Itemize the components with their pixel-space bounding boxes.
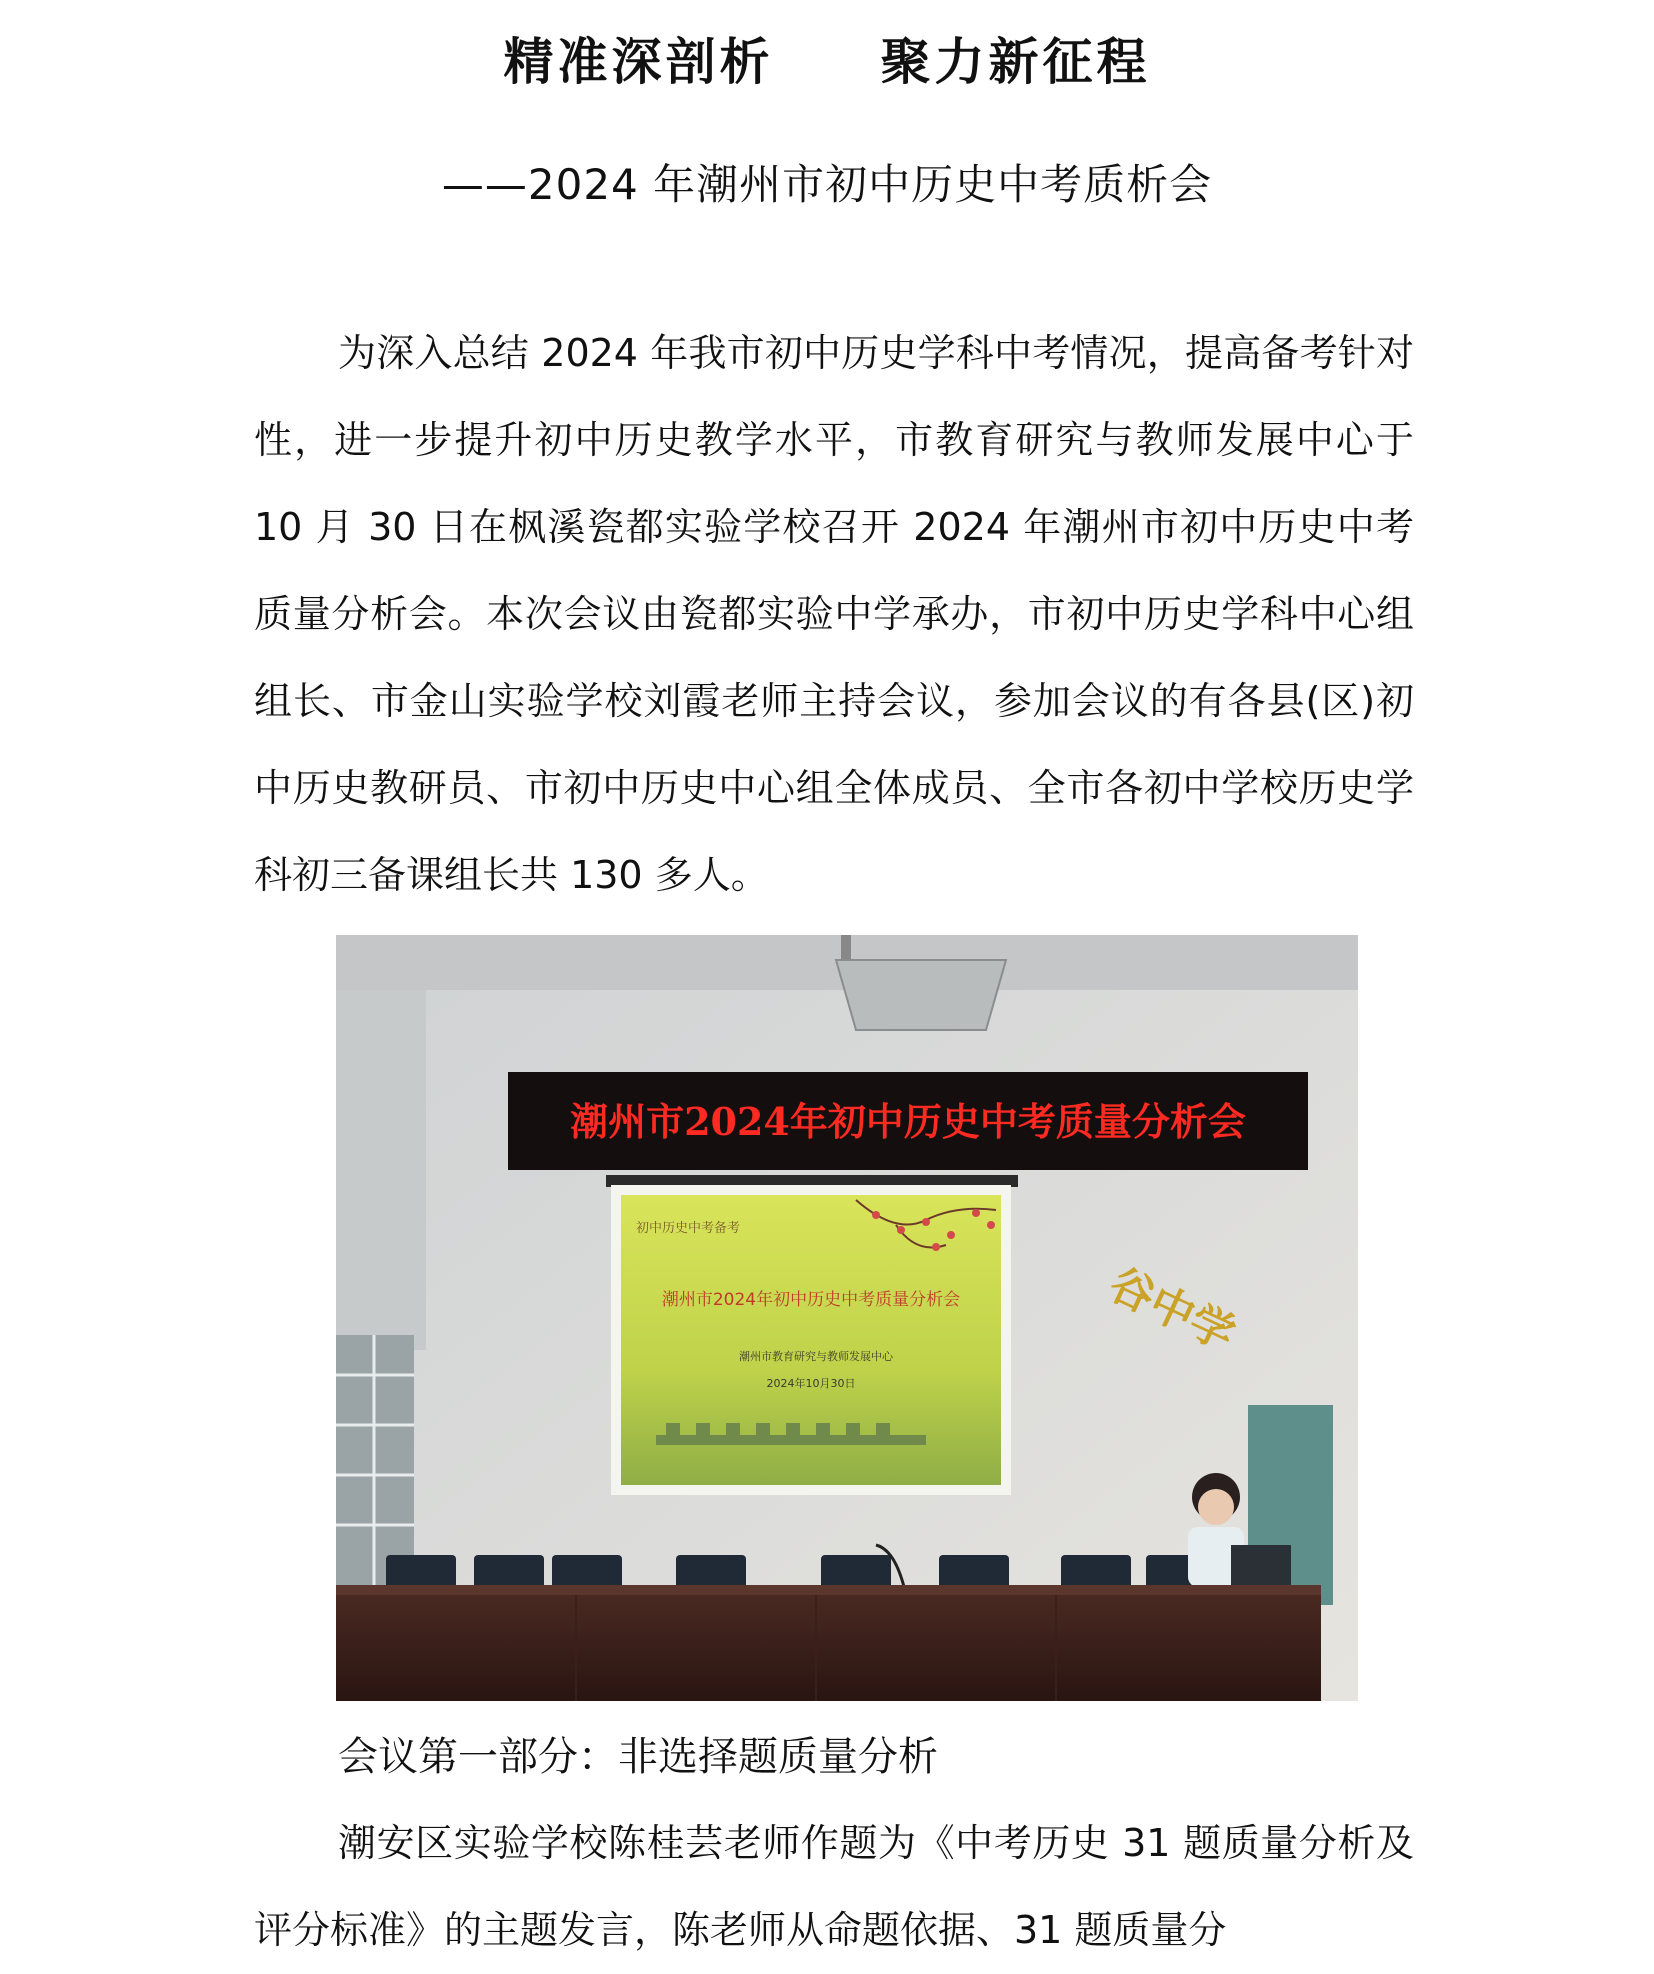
led-banner-text: 潮州市2024年初中历史中考质量分析会: [570, 1099, 1246, 1144]
meeting-photo: [336, 935, 1358, 1701]
slide-org: 潮州市教育研究与教师发展中心: [739, 1350, 893, 1363]
section-heading: 会议第一部分：非选择题质量分析: [338, 1734, 938, 1780]
slide-corner-label: 初中历史中考备考: [636, 1221, 741, 1236]
intro-paragraph: 为深入总结 2024 年我市初中历史学科中考情况，提高备考针对性，进一步提升初中历史教学水平，市教育研究与教师发展中心于 10 月 30 日在枫溪瓷都实验学校召开 2024 年潮州市初中历史中考质量分析会。本次会议由瓷都实验中学承办，市初中历史学科中心组组长、市金山实验学校刘霞老师主持会议，参加会议的有各县(区)初中历史教研员、市初中历史中心组全体成员、全市各初中学校历史学科初三备课组长共 130 多人。: [254, 331, 1414, 897]
document-title: 精准深剖析 聚力新征程: [503, 32, 1151, 91]
slide-title: 潮州市2024年初中历史中考质量分析会: [661, 1290, 961, 1310]
section-paragraph: 潮安区实验学校陈桂芸老师作题为《中考历史 31 题质量分析及评分标准》的主题发言，陈老师从命题依据、31 题质量分: [254, 1821, 1414, 1952]
meeting-photo-illustration: [336, 935, 1358, 1701]
slide-date: 2024年10月30日: [766, 1377, 856, 1390]
wall-characters: 谷中学: [1101, 1258, 1243, 1361]
document-subtitle: ——2024 年潮州市初中历史中考质析会: [441, 160, 1213, 209]
